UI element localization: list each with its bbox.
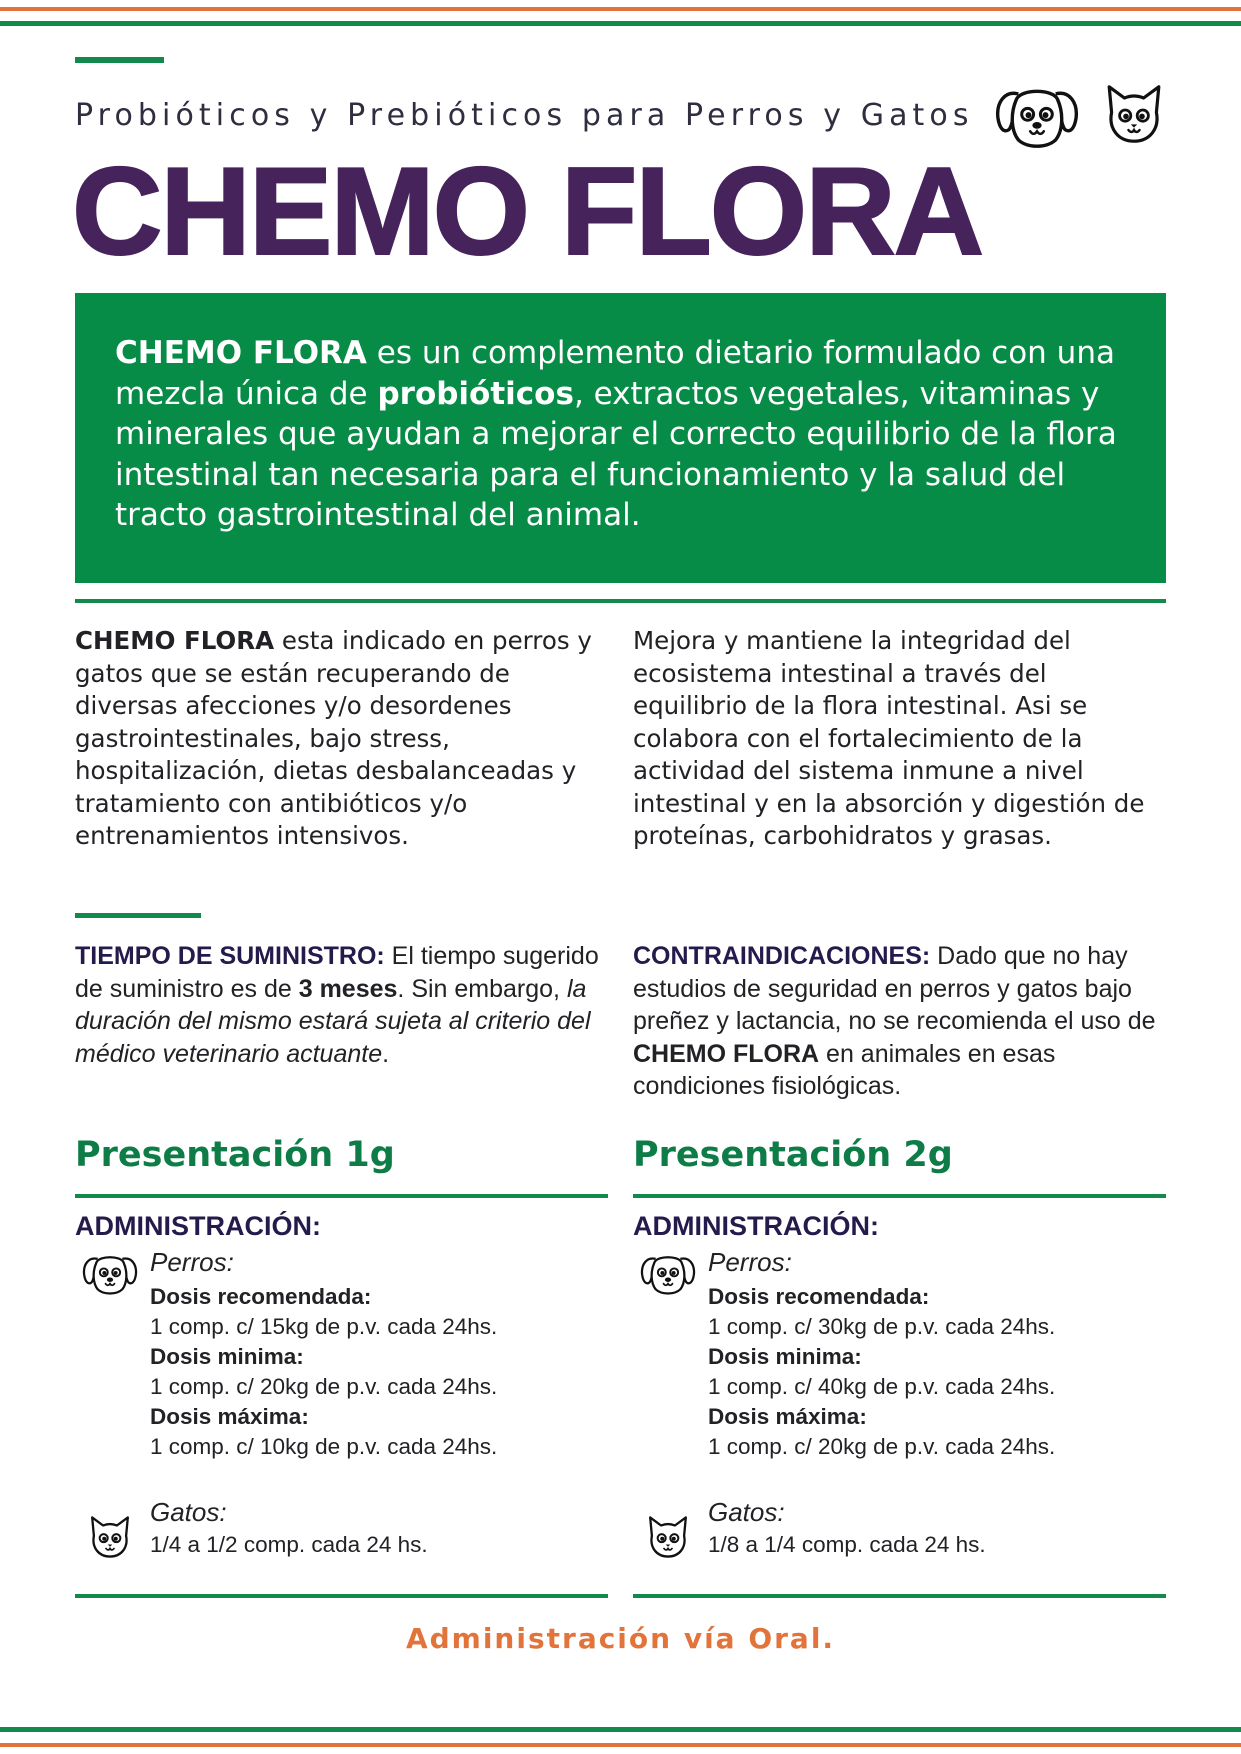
cat-icon bbox=[645, 1510, 691, 1564]
top-orange-rule bbox=[0, 7, 1241, 11]
supply-label: TIEMPO DE SUMINISTRO: bbox=[75, 942, 385, 970]
presentation-2g-rule bbox=[633, 1194, 1166, 1198]
presentation-2g-admin-label: ADMINISTRACIÓN: bbox=[633, 1211, 879, 1241]
presentation-2g-dog-doses: Dosis recomendada: 1 comp. c/ 30kg de p.v. cada 24hs. Dosis minima: 1 comp. c/ 40kg de p.v. cada 24hs. Dosis máxima: 1 comp. c/ 20kg de p.v. cada 24hs. bbox=[708, 1284, 1056, 1459]
product-title: CHEMO FLORA bbox=[72, 143, 983, 281]
intro-text: CHEMO FLORA es un complemento dietario formulado con una mezcla única de probióticos, extractos vegetales, vitaminas y minerales que ayudan a mejorar el correcto equilibrio de la flora intestinal tan necesaria para el funcionamiento y la salud del tracto gastrointestinal del animal. bbox=[115, 335, 1117, 533]
header-accent-bar bbox=[75, 57, 164, 63]
presentation-1g-dogs-label: Perros: bbox=[150, 1247, 234, 1277]
contraindications-text: CONTRAINDICACIONES: Dado que no hay estudios de seguridad en perros y gatos bajo preñez y lactancia, no se recomienda el uso de CHEMO FLORA en animales en esas condiciones fisiológicas. bbox=[633, 942, 1156, 1100]
presentation-1g-title: Presentación 1g bbox=[75, 1135, 395, 1175]
presentation-2g-cats-dose: 1/8 a 1/4 comp. cada 24 hs. bbox=[708, 1532, 986, 1557]
intro-brand: CHEMO FLORA bbox=[115, 335, 367, 371]
indications-text: CHEMO FLORA esta indicado en perros y gatos que se están recuperando de diversas afecciones y/o desordenes gastrointestinales, bajo stress, hospitalización, dietas desbalanceadas y tratamiento con antibióticos y/o entrenamientos intensivos. bbox=[75, 626, 592, 850]
page-subtitle: Probióticos y Prebióticos para Perros y Gatos bbox=[75, 98, 974, 133]
bottom-green-rule bbox=[0, 1727, 1241, 1732]
section-accent-bar bbox=[75, 913, 201, 918]
cat-icon bbox=[87, 1510, 133, 1564]
presentation-1g-bottom-rule bbox=[75, 1594, 608, 1598]
benefits-text: Mejora y mantiene la integridad del ecosistema intestinal a través del equilibrio de la flora intestinal. Asi se colabora con el fortalecimiento de la actividad del sistema inmune a nivel intestinal y en la absorción y digestión de proteínas, carbohidratos y grasas. bbox=[633, 626, 1145, 850]
intro-box bbox=[75, 293, 1166, 583]
presentation-1g-rule bbox=[75, 1194, 608, 1198]
footer-administration-note: Administración vía Oral. bbox=[405, 1622, 836, 1655]
presentation-1g-cats-dose: 1/4 a 1/2 comp. cada 24 hs. bbox=[150, 1532, 428, 1557]
cat-icon bbox=[1102, 77, 1166, 151]
intro-underline bbox=[75, 599, 1166, 603]
indications-brand: CHEMO FLORA bbox=[75, 626, 275, 655]
presentation-1g-dog-doses: Dosis recomendada: 1 comp. c/ 15kg de p.v. cada 24hs. Dosis minima: 1 comp. c/ 20kg de p.v. cada 24hs. Dosis máxima: 1 comp. c/ 10kg de p.v. cada 24hs. bbox=[150, 1284, 498, 1459]
presentation-2g-cats-label: Gatos: bbox=[708, 1497, 785, 1527]
intro-bold: probióticos bbox=[377, 375, 574, 412]
presentation-2g-bottom-rule bbox=[633, 1594, 1166, 1598]
contraindications-label: CONTRAINDICACIONES: bbox=[633, 942, 931, 970]
bottom-orange-rule bbox=[0, 1743, 1241, 1747]
presentation-1g-cats-label: Gatos: bbox=[150, 1497, 227, 1527]
dog-icon bbox=[993, 82, 1081, 150]
presentation-2g-dogs-label: Perros: bbox=[708, 1247, 792, 1277]
top-green-rule bbox=[0, 21, 1241, 26]
presentation-2g-title: Presentación 2g bbox=[633, 1135, 953, 1175]
dog-icon bbox=[639, 1251, 697, 1296]
dog-icon bbox=[81, 1251, 139, 1296]
supply-text: TIEMPO DE SUMINISTRO: El tiempo sugerido de suministro es de 3 meses. Sin embargo, la duración del mismo estará sujeta al criterio del médico veterinario actuante. bbox=[75, 942, 599, 1068]
presentation-1g-admin-label: ADMINISTRACIÓN: bbox=[75, 1211, 321, 1241]
